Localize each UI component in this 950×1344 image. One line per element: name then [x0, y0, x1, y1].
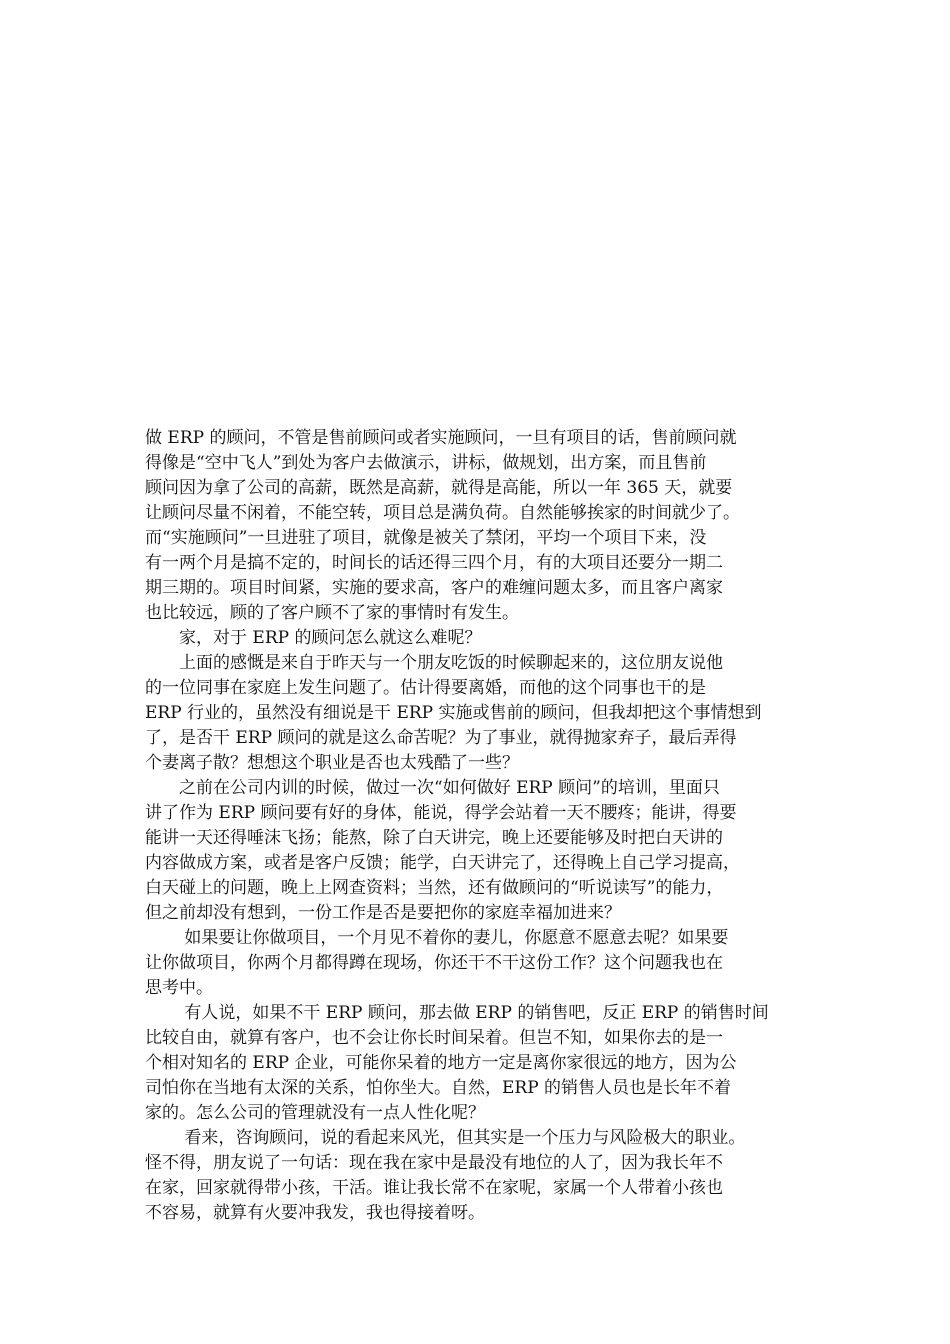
text-line: 期三期的。项目时间紧，实施的要求高，客户的难缠问题太多，而且客户离家 [145, 578, 723, 598]
text-line: 有人说，如果不干 ERP 顾问，那去做 ERP 的销售吧，反正 ERP 的销售时间 [145, 1003, 769, 1023]
text-line: 个妻离子散？想想这个职业是否也太残酷了一些？ [145, 753, 519, 773]
text-line: 司怕你在当地有太深的关系，怕你坐大。自然，ERP 的销售人员也是长年不着 [145, 1078, 732, 1098]
text-line: 怪不得，朋友说了一句话：现在我在家中是最没有地位的人了，因为我长年不 [145, 1153, 723, 1173]
paragraph [145, 626, 835, 651]
text-line: 也比较远，顾的了客户顾不了家的事情时有发生。 [145, 603, 519, 623]
paragraph [145, 776, 835, 926]
text-line: 让顾问尽量不闲着，不能空转，项目总是满负荷。自然能够挨家的时间就少了。 [145, 503, 740, 523]
paragraph [145, 1001, 835, 1126]
text-line: 看来，咨询顾问，说的看起来风光，但其实是一个压力与风险极大的职业。 [145, 1128, 746, 1148]
text-line: 讲了作为 ERP 顾问要有好的身体，能说，得学会站着一天不腰疼；能讲，得要 [145, 803, 737, 823]
article-body [145, 426, 835, 1226]
text-line: 白天碰上的问题，晚上上网查资料；当然，还有做顾问的“听说读写”的能力， [145, 878, 724, 898]
text-line: 有一两个月是搞不定的，时间长的话还得三四个月，有的大项目还要分一期二 [145, 553, 723, 573]
text-line: 家的。怎么公司的管理就没有一点人性化呢？ [145, 1103, 485, 1123]
text-line: 得像是“空中飞人”到处为客户去做演示，讲标，做规划，出方案，而且售前 [145, 453, 707, 473]
text-line: 比较自由，就算有客户，也不会让你长时间呆着。但岂不知，如果你去的是一 [145, 1028, 723, 1048]
text-line: ERP 行业的，虽然没有细说是干 ERP 实施或售前的顾问，但我却把这个事情想到 [145, 703, 762, 723]
text-line: 而“实施顾问”一旦进驻了项目，就像是被关了禁闭，平均一个项目下来，没 [145, 528, 707, 548]
text-line: 家，对于 ERP 的顾问怎么就这么难呢？ [145, 628, 482, 648]
paragraph [145, 426, 835, 626]
text-line: 的一位同事在家庭上发生问题了。估计得要离婚，而他的这个同事也干的是 [145, 678, 706, 698]
text-line: 内容做成方案，或者是客户反馈；能学，白天讲完了，还得晚上自己学习提高， [145, 853, 740, 873]
paragraph [145, 1126, 835, 1226]
text-line: 但之前却没有想到，一份工作是否是要把你的家庭幸福加进来？ [145, 903, 621, 923]
paragraph [145, 651, 835, 776]
text-line: 顾问因为拿了公司的高薪，既然是高薪，就得是高能，所以一年 365 天，就要 [145, 478, 733, 498]
text-line: 做 ERP 的顾问，不管是售前顾问或者实施顾问，一旦有项目的话，售前顾问就 [145, 428, 737, 448]
paragraph [145, 926, 835, 1001]
text-line: 能讲一天还得唾沫飞扬；能熬，除了白天讲完，晚上还要能够及时把白天讲的 [145, 828, 723, 848]
text-line: 让你做项目，你两个月都得蹲在现场，你还干不干这份工作？这个问题我也在 [145, 953, 723, 973]
text-line: 在家，回家就得带小孩，干活。谁让我长常不在家呢，家属一个人带着小孩也 [145, 1178, 723, 1198]
text-line: 不容易，就算有火要冲我发，我也得接着呀。 [145, 1203, 485, 1223]
text-line: 上面的感慨是来自于昨天与一个朋友吃饭的时候聊起来的，这位朋友说他 [145, 653, 723, 673]
text-line: 个相对知名的 ERP 企业，可能你呆着的地方一定是离你家很远的地方，因为公 [145, 1053, 737, 1073]
text-line: 如果要让你做项目，一个月见不着你的妻儿，你愿意不愿意去呢？如果要 [145, 928, 729, 948]
text-line: 了，是否干 ERP 顾问的就是这么命苦呢？为了事业，就得抛家弃子，最后弄得 [145, 728, 737, 748]
text-line: 之前在公司内训的时候，做过一次“如何做好 ERP 顾问”的培训，里面只 [145, 778, 720, 798]
text-line: 思考中。 [145, 978, 213, 998]
